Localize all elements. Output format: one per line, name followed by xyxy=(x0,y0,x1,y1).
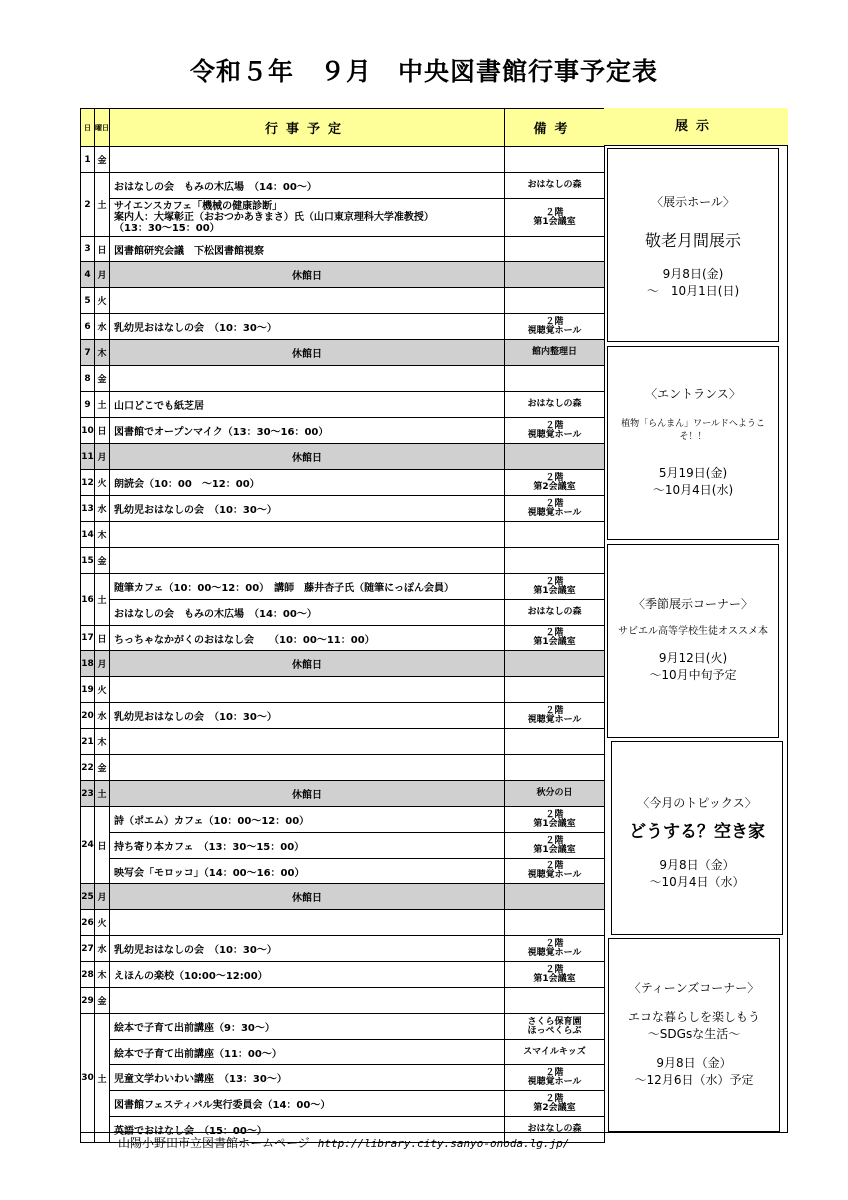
event-text: 乳幼児おはなしの会 （10：30～） xyxy=(114,712,277,723)
exhibit-date: ～10月中旬予定 xyxy=(649,668,737,682)
note-text: おはなしの森 xyxy=(527,180,582,190)
table-row xyxy=(81,418,605,444)
event-text: 英語でおはなし会 （15：00～） xyxy=(114,1126,267,1137)
event-cell xyxy=(110,884,505,910)
table-row xyxy=(81,677,605,703)
event-cell xyxy=(110,470,505,496)
exhibit-subtitle: エコな暮らしを楽しもう xyxy=(627,1010,760,1024)
note-text: 視聴覚ホール xyxy=(527,870,582,880)
weekday-cell: 火 xyxy=(95,677,110,703)
day-cell: 1 xyxy=(81,147,95,173)
note-cell xyxy=(505,703,605,729)
note-text: さくら保育園 xyxy=(527,1016,582,1027)
note-text: 第1会議室 xyxy=(533,844,576,855)
weekday-cell: 金 xyxy=(95,147,110,173)
event-text: 乳幼児おはなしの会 （10：30～） xyxy=(114,945,277,956)
note-cell xyxy=(505,755,605,781)
note-cell xyxy=(505,677,605,703)
event-cell xyxy=(110,755,505,781)
event-text: 図書館でオープンマイク（13：30～16：00） xyxy=(114,427,329,438)
table-row xyxy=(81,755,605,781)
note-text: ２階 xyxy=(545,498,564,509)
day-cell: 2 xyxy=(81,173,95,237)
day-cell: 24 xyxy=(81,807,95,884)
note-cell xyxy=(505,600,605,626)
day-cell: 16 xyxy=(81,574,95,626)
note-text: ２階 xyxy=(545,576,564,587)
table-row xyxy=(81,522,605,548)
table-row xyxy=(81,470,605,496)
note-text: 視聴覚ホール xyxy=(527,325,582,336)
weekday-cell: 金 xyxy=(95,988,110,1014)
event-cell xyxy=(110,781,505,807)
note-cell xyxy=(505,859,605,884)
note-cell xyxy=(505,392,605,418)
note-text: 第2会議室 xyxy=(533,1102,576,1113)
note-cell xyxy=(505,936,605,962)
note-cell xyxy=(505,496,605,522)
note-text: 館内整理日 xyxy=(531,347,577,357)
table-row xyxy=(81,548,605,574)
day-cell: 30 xyxy=(81,1014,95,1143)
table-row xyxy=(81,340,605,366)
exhibit-name: どうする？空き家 xyxy=(629,822,765,842)
header-weekday: 曜日 xyxy=(95,109,110,147)
weekday-cell: 土 xyxy=(95,574,110,626)
event-text: 休館日 xyxy=(292,660,322,671)
note-text: 秋分の日 xyxy=(536,788,573,798)
day-cell: 9 xyxy=(81,392,95,418)
note-text: ２階 xyxy=(545,835,564,846)
table-row xyxy=(81,288,605,314)
day-cell: 15 xyxy=(81,548,95,574)
table-row xyxy=(81,833,605,859)
note-text: ２階 xyxy=(545,628,564,638)
table-row xyxy=(81,496,605,522)
table-row xyxy=(81,962,605,988)
weekday-cell: 木 xyxy=(95,729,110,755)
event-text: 持ち寄り本カフェ （13：30～15：00） xyxy=(114,842,305,853)
note-cell xyxy=(505,1065,605,1091)
schedule-table xyxy=(80,108,605,1143)
weekday-cell: 水 xyxy=(95,936,110,962)
weekday-cell: 金 xyxy=(95,755,110,781)
event-cell xyxy=(110,314,505,340)
note-cell xyxy=(505,884,605,910)
table-row xyxy=(81,884,605,910)
day-cell: 10 xyxy=(81,418,95,444)
day-cell: 28 xyxy=(81,962,95,988)
day-cell: 23 xyxy=(81,781,95,807)
day-cell: 5 xyxy=(81,288,95,314)
day-cell: 4 xyxy=(81,262,95,288)
event-text: 乳幼児おはなしの会 （10：30～） xyxy=(114,323,277,334)
table-row xyxy=(81,314,605,340)
weekday-cell: 金 xyxy=(95,366,110,392)
weekday-cell: 日 xyxy=(95,626,110,651)
note-cell xyxy=(505,444,605,470)
day-cell: 3 xyxy=(81,237,95,262)
note-text: ２階 xyxy=(545,964,564,975)
event-text: 詩（ポエム）カフェ（10：00～12：00） xyxy=(114,816,310,827)
table-row xyxy=(81,262,605,288)
day-cell: 29 xyxy=(81,988,95,1014)
event-cell xyxy=(110,173,505,199)
note-cell xyxy=(505,651,605,677)
day-cell: 7 xyxy=(81,340,95,366)
event-cell xyxy=(110,833,505,859)
weekday-cell: 木 xyxy=(95,340,110,366)
note-cell xyxy=(505,418,605,444)
note-cell xyxy=(505,147,605,173)
exhibit-box xyxy=(607,346,779,540)
day-cell: 18 xyxy=(81,651,95,677)
day-cell: 14 xyxy=(81,522,95,548)
note-cell xyxy=(505,470,605,496)
event-cell xyxy=(110,703,505,729)
table-row xyxy=(81,600,605,626)
note-cell xyxy=(505,262,605,288)
exhibit-category: 〈ティーンズコーナー〉 xyxy=(628,981,760,995)
day-cell: 26 xyxy=(81,910,95,936)
event-cell xyxy=(110,496,505,522)
note-cell xyxy=(505,288,605,314)
event-cell xyxy=(110,366,505,392)
note-text: おはなしの森 xyxy=(527,607,582,617)
table-row xyxy=(81,392,605,418)
event-cell xyxy=(110,936,505,962)
event-text: 図書館フェスティバル実行委員会（14：00～） xyxy=(114,1100,331,1111)
day-cell: 17 xyxy=(81,626,95,651)
event-text: （13：30～15：00） xyxy=(114,223,220,234)
weekday-cell: 土 xyxy=(95,173,110,237)
weekday-cell: 火 xyxy=(95,470,110,496)
table-row xyxy=(81,703,605,729)
note-cell xyxy=(505,1091,605,1117)
note-cell xyxy=(505,314,605,340)
note-text: ２階 xyxy=(545,420,564,431)
event-cell xyxy=(110,392,505,418)
event-cell xyxy=(110,1040,505,1065)
table-row xyxy=(81,807,605,833)
day-cell: 20 xyxy=(81,703,95,729)
exhibit-name: 敬老月間展示 xyxy=(644,231,741,250)
event-cell xyxy=(110,548,505,574)
day-cell: 27 xyxy=(81,936,95,962)
exhibit-date: ～ 10月1日(日) xyxy=(646,284,740,298)
event-cell xyxy=(110,626,505,651)
exhibit-date: 9月12日(火) xyxy=(658,651,728,665)
table-row xyxy=(81,626,605,651)
header-notes: 備考 xyxy=(505,109,605,147)
table-row xyxy=(81,936,605,962)
exhibit-date: 5月19日(金) xyxy=(658,466,728,480)
event-text: 休館日 xyxy=(292,349,322,360)
event-text: 児童文学わいわい講座 （13：30～） xyxy=(114,1074,287,1085)
event-cell xyxy=(110,962,505,988)
footer-org: 山陽小野田市立図書館ホームページ xyxy=(118,1136,310,1150)
note-cell xyxy=(505,833,605,859)
exhibit-subtitle: 植物「らんまん」ワールドへようこそ！！ xyxy=(621,419,765,442)
note-text: ２階 xyxy=(545,809,564,820)
weekday-cell: 日 xyxy=(95,807,110,884)
day-cell: 6 xyxy=(81,314,95,340)
note-text: 第1会議室 xyxy=(533,585,576,596)
table-row xyxy=(81,1091,605,1117)
note-text: ２階 xyxy=(545,316,564,327)
event-text: ちっちゃなかがくのおはなし会 （10：00～11：00） xyxy=(114,634,375,646)
table-row xyxy=(81,366,605,392)
event-cell xyxy=(110,988,505,1014)
table-row xyxy=(81,237,605,262)
weekday-cell: 水 xyxy=(95,496,110,522)
note-text: ２階 xyxy=(545,472,564,483)
note-text: 視聴覚ホール xyxy=(527,507,582,518)
note-text: 第1会議室 xyxy=(533,818,576,829)
event-cell xyxy=(110,1065,505,1091)
note-cell xyxy=(505,807,605,833)
table-row xyxy=(81,1040,605,1065)
exhibit-category: 〈エントランス〉 xyxy=(645,387,741,401)
event-text: 山口どこでも紙芝居 xyxy=(114,401,204,412)
event-text: えほんの楽校（10:00～12:00） xyxy=(114,971,268,982)
exhibit-box xyxy=(608,938,780,1132)
note-text: 視聴覚ホール xyxy=(527,947,582,958)
weekday-cell: 金 xyxy=(95,548,110,574)
weekday-cell: 日 xyxy=(95,418,110,444)
weekday-cell: 土 xyxy=(95,1014,110,1143)
note-text: 第1会議室 xyxy=(533,637,576,647)
note-text: 第2会議室 xyxy=(533,481,576,492)
event-cell xyxy=(110,288,505,314)
event-cell xyxy=(110,859,505,884)
day-cell: 13 xyxy=(81,496,95,522)
day-cell: 19 xyxy=(81,677,95,703)
event-cell xyxy=(110,444,505,470)
table-row xyxy=(81,1014,605,1040)
weekday-cell: 月 xyxy=(95,884,110,910)
table-row xyxy=(81,173,605,199)
note-text: 視聴覚ホール xyxy=(527,429,582,440)
note-text: ２階 xyxy=(545,1067,564,1078)
event-text: 図書館研究会議 下松図書館視察 xyxy=(114,245,264,257)
event-cell xyxy=(110,237,505,262)
weekday-cell: 火 xyxy=(95,288,110,314)
note-text: 第1会議室 xyxy=(533,973,576,984)
event-text: 乳幼児おはなしの会 （10：30～） xyxy=(114,505,277,516)
note-cell xyxy=(505,910,605,936)
event-text: 絵本で子育て出前講座（9：30～） xyxy=(114,1023,275,1034)
note-cell xyxy=(505,548,605,574)
event-cell xyxy=(110,651,505,677)
day-cell: 11 xyxy=(81,444,95,470)
day-cell: 21 xyxy=(81,729,95,755)
event-text: 案内人：大塚彰正（おおつかあきまさ）氏（山口東京理科大学准教授） xyxy=(114,212,434,223)
event-cell xyxy=(110,147,505,173)
weekday-cell: 月 xyxy=(95,651,110,677)
table-row xyxy=(81,444,605,470)
exhibit-date: 9月8日(金) xyxy=(662,267,724,281)
exhibit-date: 9月8日（金） xyxy=(659,858,735,872)
event-cell xyxy=(110,600,505,626)
day-cell: 25 xyxy=(81,884,95,910)
day-cell: 12 xyxy=(81,470,95,496)
exhibit-box xyxy=(611,741,783,935)
note-text: スマイルキッズ xyxy=(523,1046,586,1057)
event-cell xyxy=(110,262,505,288)
exhibit-category: 〈今月のトピックス〉 xyxy=(637,796,757,810)
weekday-cell: 土 xyxy=(95,781,110,807)
event-cell xyxy=(110,807,505,833)
table-row xyxy=(81,781,605,807)
event-cell xyxy=(110,418,505,444)
note-cell xyxy=(505,988,605,1014)
weekday-cell: 月 xyxy=(95,444,110,470)
note-text: 視聴覚ホール xyxy=(527,1076,582,1087)
note-cell xyxy=(505,962,605,988)
note-text: ２階 xyxy=(545,1093,564,1104)
event-text: 休館日 xyxy=(292,790,322,801)
note-cell xyxy=(505,237,605,262)
event-cell xyxy=(110,677,505,703)
table-header-row xyxy=(81,109,605,147)
exhibit-subtitle: サビエル高等学校生徒オススメ本 xyxy=(618,626,768,637)
table-row xyxy=(81,147,605,173)
event-text: 随筆カフェ（10：00～12：00） 講師 藤井杏子氏（随筆にっぽん会員） xyxy=(114,583,454,594)
note-cell xyxy=(505,366,605,392)
event-text: 映写会「モロッコ」（14：00～16：00） xyxy=(114,867,305,879)
note-cell xyxy=(505,1014,605,1040)
day-cell: 8 xyxy=(81,366,95,392)
exhibit-date: ～12月6日（水）予定 xyxy=(634,1073,754,1087)
exhibit-date: ～10月4日(水) xyxy=(652,483,734,497)
exhibit-box xyxy=(607,544,779,738)
weekday-cell: 水 xyxy=(95,314,110,340)
page-title: 令和５年 ９月 中央図書館行事予定表 xyxy=(189,57,658,86)
footer xyxy=(118,1134,569,1151)
weekday-cell: 月 xyxy=(95,262,110,288)
note-text: 視聴覚ホール xyxy=(527,714,582,725)
event-cell xyxy=(110,199,505,237)
event-cell xyxy=(110,574,505,600)
exhibit-subtitle: ～SDGsな生活～ xyxy=(647,1027,741,1041)
weekday-cell: 火 xyxy=(95,910,110,936)
footer-url-link[interactable]: http://library.city.sanyo-onoda.lg.jp/ xyxy=(317,1137,570,1150)
exhibit-date: 9月8日（金） xyxy=(656,1056,732,1070)
event-cell xyxy=(110,729,505,755)
table-row xyxy=(81,910,605,936)
note-text: おはなしの森 xyxy=(527,1124,582,1134)
note-cell xyxy=(505,574,605,600)
note-cell xyxy=(505,340,605,366)
table-row xyxy=(81,651,605,677)
note-cell xyxy=(505,626,605,651)
event-text: 休館日 xyxy=(292,453,322,464)
note-cell xyxy=(505,781,605,807)
exhibit-category: 〈季節展示コーナー〉 xyxy=(632,597,753,611)
table-row xyxy=(81,729,605,755)
event-cell xyxy=(110,522,505,548)
note-text: ２階 xyxy=(545,207,564,218)
header-day: 日 xyxy=(81,109,95,147)
note-text: ２階 xyxy=(545,705,564,716)
weekday-cell: 水 xyxy=(95,703,110,729)
note-text: 第1会議室 xyxy=(533,216,576,227)
exhibit-box xyxy=(607,148,779,342)
event-text: 朗読会（10：00 ～12：00） xyxy=(114,479,260,490)
exhibit-category: 〈展示ホール〉 xyxy=(651,195,735,209)
note-cell xyxy=(505,173,605,199)
note-text: ２階 xyxy=(545,938,564,949)
note-cell xyxy=(505,729,605,755)
weekday-cell: 木 xyxy=(95,962,110,988)
event-text: おはなしの会 もみの木広場 （14：00～） xyxy=(114,609,317,620)
event-cell xyxy=(110,1014,505,1040)
event-text: 休館日 xyxy=(292,271,322,282)
day-cell: 22 xyxy=(81,755,95,781)
note-text: おはなしの森 xyxy=(527,399,582,409)
note-cell xyxy=(505,522,605,548)
note-cell xyxy=(505,1040,605,1065)
table-row xyxy=(81,859,605,884)
weekday-cell: 日 xyxy=(95,237,110,262)
note-text: ほっぺくらぶ xyxy=(527,1025,582,1036)
header-events: 行事予定 xyxy=(110,109,505,147)
weekday-cell: 土 xyxy=(95,392,110,418)
table-row xyxy=(81,988,605,1014)
event-text: 絵本で子育て出前講座（11：00～） xyxy=(114,1048,282,1060)
exhibit-date: ～10月4日（水） xyxy=(649,875,745,889)
table-row xyxy=(81,574,605,600)
weekday-cell: 木 xyxy=(95,522,110,548)
event-cell xyxy=(110,1091,505,1117)
header-exhibit: 展示 xyxy=(604,108,788,146)
note-text: ２階 xyxy=(545,861,564,871)
event-text: サイエンスカフェ「機械の健康診断」 xyxy=(114,201,283,212)
event-cell xyxy=(110,340,505,366)
table-row xyxy=(81,1065,605,1091)
event-text: 休館日 xyxy=(292,893,322,904)
table-row xyxy=(81,199,605,237)
event-cell xyxy=(110,910,505,936)
note-cell xyxy=(505,199,605,237)
event-text: おはなしの会 もみの木広場 （14：00～） xyxy=(114,182,317,193)
